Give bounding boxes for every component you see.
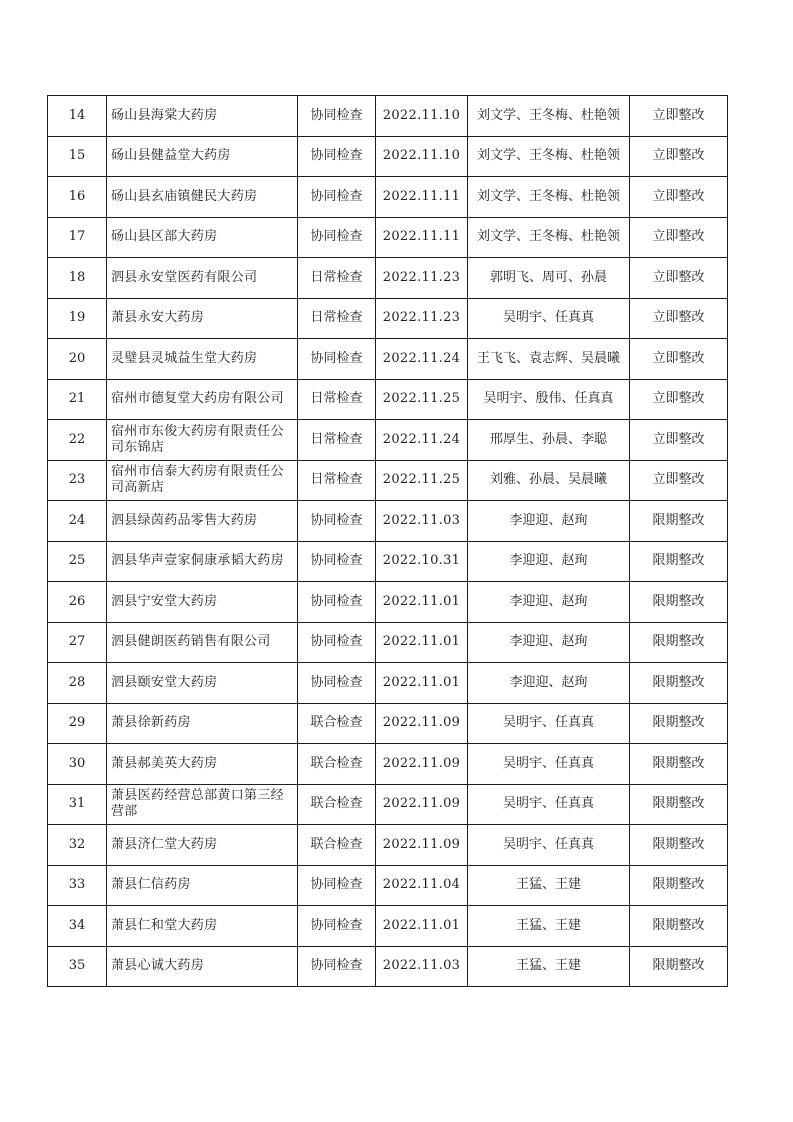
row-number-cell: 22 bbox=[48, 420, 107, 461]
inspection-date-cell: 2022.11.09 bbox=[376, 703, 468, 744]
inspection-date-cell: 2022.11.01 bbox=[376, 663, 468, 704]
row-number-cell: 23 bbox=[48, 460, 107, 501]
row-number-cell: 17 bbox=[48, 217, 107, 258]
table-row bbox=[48, 946, 728, 987]
pharmacy-name-cell: 砀山县区部大药房 bbox=[107, 217, 298, 258]
inspection-date-cell: 2022.11.10 bbox=[376, 136, 468, 177]
table-row bbox=[48, 784, 728, 825]
table-row bbox=[48, 703, 728, 744]
pharmacy-name-cell: 萧县医药经营总部黄口第三经营部 bbox=[107, 784, 298, 825]
inspection-type-cell: 日常检查 bbox=[298, 298, 376, 339]
pharmacy-name-cell: 泗县永安堂医药有限公司 bbox=[107, 258, 298, 299]
table-row bbox=[48, 339, 728, 380]
rectification-result-cell: 限期整改 bbox=[630, 906, 728, 947]
row-number-cell: 29 bbox=[48, 703, 107, 744]
inspectors-cell: 李迎迎、赵珣 bbox=[468, 541, 630, 582]
pharmacy-name-cell: 萧县永安大药房 bbox=[107, 298, 298, 339]
inspection-date-cell: 2022.11.03 bbox=[376, 946, 468, 987]
row-number-cell: 31 bbox=[48, 784, 107, 825]
inspectors-cell: 刘文学、王冬梅、杜艳领 bbox=[468, 177, 630, 218]
row-number-cell: 15 bbox=[48, 136, 107, 177]
inspectors-cell: 王飞飞、袁志辉、吴晨曦 bbox=[468, 339, 630, 380]
inspection-type-cell: 协同检查 bbox=[298, 906, 376, 947]
table-row bbox=[48, 379, 728, 420]
table-row bbox=[48, 825, 728, 866]
pharmacy-name-cell: 宿州市东俊大药房有限责任公司东锦店 bbox=[107, 420, 298, 461]
inspectors-cell: 吴明宇、任真真 bbox=[468, 703, 630, 744]
inspectors-cell: 李迎迎、赵珣 bbox=[468, 663, 630, 704]
inspection-type-cell: 协同检查 bbox=[298, 501, 376, 542]
table-row bbox=[48, 298, 728, 339]
pharmacy-name-cell: 宿州市德复堂大药房有限公司 bbox=[107, 379, 298, 420]
inspection-date-cell: 2022.11.25 bbox=[376, 460, 468, 501]
table-row bbox=[48, 865, 728, 906]
rectification-result-cell: 限期整改 bbox=[630, 582, 728, 623]
inspectors-cell: 王猛、王建 bbox=[468, 946, 630, 987]
inspectors-cell: 吴明宇、任真真 bbox=[468, 825, 630, 866]
table-row bbox=[48, 501, 728, 542]
inspection-date-cell: 2022.11.10 bbox=[376, 96, 468, 137]
inspection-date-cell: 2022.10.31 bbox=[376, 541, 468, 582]
inspectors-cell: 李迎迎、赵珣 bbox=[468, 582, 630, 623]
inspection-type-cell: 联合检查 bbox=[298, 703, 376, 744]
inspection-type-cell: 协同检查 bbox=[298, 96, 376, 137]
pharmacy-name-cell: 泗县绿茵药品零售大药房 bbox=[107, 501, 298, 542]
inspection-type-cell: 联合检查 bbox=[298, 825, 376, 866]
pharmacy-name-cell: 砀山县健益堂大药房 bbox=[107, 136, 298, 177]
inspection-table-body bbox=[48, 96, 728, 987]
inspection-date-cell: 2022.11.23 bbox=[376, 258, 468, 299]
row-number-cell: 25 bbox=[48, 541, 107, 582]
row-number-cell: 34 bbox=[48, 906, 107, 947]
inspectors-cell: 刘文学、王冬梅、杜艳领 bbox=[468, 136, 630, 177]
table-row bbox=[48, 744, 728, 785]
inspectors-cell: 王猛、王建 bbox=[468, 906, 630, 947]
rectification-result-cell: 限期整改 bbox=[630, 663, 728, 704]
inspection-type-cell: 协同检查 bbox=[298, 136, 376, 177]
table-row bbox=[48, 460, 728, 501]
inspectors-cell: 吴明宇、任真真 bbox=[468, 744, 630, 785]
inspectors-cell: 王猛、王建 bbox=[468, 865, 630, 906]
inspection-date-cell: 2022.11.09 bbox=[376, 744, 468, 785]
table-row bbox=[48, 258, 728, 299]
row-number-cell: 32 bbox=[48, 825, 107, 866]
pharmacy-name-cell: 萧县郝美英大药房 bbox=[107, 744, 298, 785]
pharmacy-name-cell: 泗县健朗医药销售有限公司 bbox=[107, 622, 298, 663]
rectification-result-cell: 限期整改 bbox=[630, 703, 728, 744]
inspection-date-cell: 2022.11.24 bbox=[376, 339, 468, 380]
inspection-type-cell: 日常检查 bbox=[298, 379, 376, 420]
inspection-date-cell: 2022.11.03 bbox=[376, 501, 468, 542]
table-row bbox=[48, 420, 728, 461]
inspectors-cell: 刘文学、王冬梅、杜艳领 bbox=[468, 96, 630, 137]
table-row bbox=[48, 622, 728, 663]
inspection-type-cell: 协同检查 bbox=[298, 217, 376, 258]
inspection-date-cell: 2022.11.09 bbox=[376, 825, 468, 866]
pharmacy-name-cell: 泗县华声壹家侗康承韬大药房 bbox=[107, 541, 298, 582]
rectification-result-cell: 立即整改 bbox=[630, 96, 728, 137]
rectification-result-cell: 立即整改 bbox=[630, 460, 728, 501]
inspectors-cell: 吴明宇、殷伟、任真真 bbox=[468, 379, 630, 420]
inspectors-cell: 吴明宇、任真真 bbox=[468, 298, 630, 339]
row-number-cell: 16 bbox=[48, 177, 107, 218]
inspectors-cell: 刘文学、王冬梅、杜艳领 bbox=[468, 217, 630, 258]
table-row bbox=[48, 217, 728, 258]
inspection-type-cell: 日常检查 bbox=[298, 420, 376, 461]
row-number-cell: 33 bbox=[48, 865, 107, 906]
rectification-result-cell: 立即整改 bbox=[630, 379, 728, 420]
inspection-date-cell: 2022.11.04 bbox=[376, 865, 468, 906]
inspectors-cell: 刘雅、孙晨、吴晨曦 bbox=[468, 460, 630, 501]
inspection-type-cell: 联合检查 bbox=[298, 784, 376, 825]
pharmacy-name-cell: 萧县心诚大药房 bbox=[107, 946, 298, 987]
row-number-cell: 24 bbox=[48, 501, 107, 542]
inspectors-cell: 邢厚生、孙晨、李聪 bbox=[468, 420, 630, 461]
rectification-result-cell: 立即整改 bbox=[630, 420, 728, 461]
pharmacy-name-cell: 萧县徐新药房 bbox=[107, 703, 298, 744]
rectification-result-cell: 限期整改 bbox=[630, 946, 728, 987]
inspection-date-cell: 2022.11.11 bbox=[376, 217, 468, 258]
inspection-type-cell: 协同检查 bbox=[298, 339, 376, 380]
inspection-type-cell: 日常检查 bbox=[298, 460, 376, 501]
row-number-cell: 18 bbox=[48, 258, 107, 299]
inspection-type-cell: 日常检查 bbox=[298, 258, 376, 299]
table-row bbox=[48, 136, 728, 177]
rectification-result-cell: 立即整改 bbox=[630, 339, 728, 380]
inspection-date-cell: 2022.11.09 bbox=[376, 784, 468, 825]
rectification-result-cell: 立即整改 bbox=[630, 177, 728, 218]
rectification-result-cell: 限期整改 bbox=[630, 622, 728, 663]
pharmacy-name-cell: 泗县颐安堂大药房 bbox=[107, 663, 298, 704]
inspectors-cell: 吴明宇、任真真 bbox=[468, 784, 630, 825]
inspection-type-cell: 协同检查 bbox=[298, 865, 376, 906]
table-row bbox=[48, 541, 728, 582]
row-number-cell: 28 bbox=[48, 663, 107, 704]
rectification-result-cell: 立即整改 bbox=[630, 136, 728, 177]
inspectors-cell: 郭明飞、周可、孙晨 bbox=[468, 258, 630, 299]
row-number-cell: 20 bbox=[48, 339, 107, 380]
rectification-result-cell: 立即整改 bbox=[630, 298, 728, 339]
row-number-cell: 35 bbox=[48, 946, 107, 987]
inspection-type-cell: 协同检查 bbox=[298, 177, 376, 218]
pharmacy-name-cell: 萧县仁和堂大药房 bbox=[107, 906, 298, 947]
inspection-type-cell: 协同检查 bbox=[298, 622, 376, 663]
rectification-result-cell: 限期整改 bbox=[630, 865, 728, 906]
inspection-date-cell: 2022.11.24 bbox=[376, 420, 468, 461]
table-row bbox=[48, 906, 728, 947]
pharmacy-name-cell: 泗县宁安堂大药房 bbox=[107, 582, 298, 623]
rectification-result-cell: 限期整改 bbox=[630, 744, 728, 785]
inspection-type-cell: 联合检查 bbox=[298, 744, 376, 785]
pharmacy-name-cell: 萧县仁信药房 bbox=[107, 865, 298, 906]
table-row bbox=[48, 177, 728, 218]
rectification-result-cell: 限期整改 bbox=[630, 825, 728, 866]
inspection-type-cell: 协同检查 bbox=[298, 541, 376, 582]
pharmacy-name-cell: 砀山县海棠大药房 bbox=[107, 96, 298, 137]
inspection-date-cell: 2022.11.01 bbox=[376, 582, 468, 623]
row-number-cell: 21 bbox=[48, 379, 107, 420]
pharmacy-name-cell: 砀山县玄庙镇健民大药房 bbox=[107, 177, 298, 218]
rectification-result-cell: 限期整改 bbox=[630, 784, 728, 825]
inspection-table bbox=[47, 95, 728, 987]
inspection-date-cell: 2022.11.01 bbox=[376, 906, 468, 947]
inspection-date-cell: 2022.11.11 bbox=[376, 177, 468, 218]
pharmacy-name-cell: 萧县济仁堂大药房 bbox=[107, 825, 298, 866]
inspection-type-cell: 协同检查 bbox=[298, 946, 376, 987]
row-number-cell: 26 bbox=[48, 582, 107, 623]
table-row bbox=[48, 582, 728, 623]
inspection-type-cell: 协同检查 bbox=[298, 582, 376, 623]
row-number-cell: 27 bbox=[48, 622, 107, 663]
pharmacy-name-cell: 灵璧县灵城益生堂大药房 bbox=[107, 339, 298, 380]
pharmacy-name-cell: 宿州市信泰大药房有限责任公司高新店 bbox=[107, 460, 298, 501]
rectification-result-cell: 限期整改 bbox=[630, 501, 728, 542]
rectification-result-cell: 立即整改 bbox=[630, 217, 728, 258]
inspection-date-cell: 2022.11.23 bbox=[376, 298, 468, 339]
row-number-cell: 14 bbox=[48, 96, 107, 137]
inspectors-cell: 李迎迎、赵珣 bbox=[468, 622, 630, 663]
inspection-date-cell: 2022.11.25 bbox=[376, 379, 468, 420]
inspection-date-cell: 2022.11.01 bbox=[376, 622, 468, 663]
rectification-result-cell: 立即整改 bbox=[630, 258, 728, 299]
table-row bbox=[48, 663, 728, 704]
inspection-type-cell: 协同检查 bbox=[298, 663, 376, 704]
table-row bbox=[48, 96, 728, 137]
row-number-cell: 19 bbox=[48, 298, 107, 339]
inspectors-cell: 李迎迎、赵珣 bbox=[468, 501, 630, 542]
row-number-cell: 30 bbox=[48, 744, 107, 785]
rectification-result-cell: 限期整改 bbox=[630, 541, 728, 582]
